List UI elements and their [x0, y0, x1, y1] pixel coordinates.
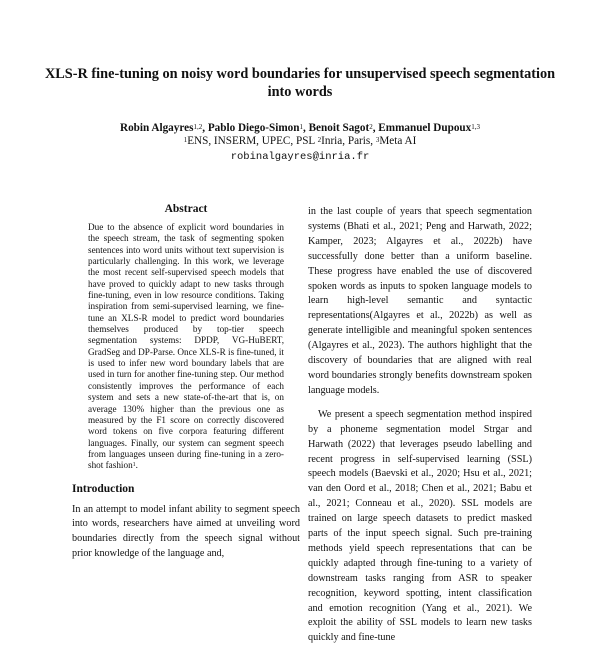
abstract-body: Due to the absence of explicit word boundaries in the speech stream, the task of segmenting spoken sentences into word units without text supervision is particularly challenging. In this work, we leverage the most recent self-supervised speech models that have proved to quickly adapt to new tasks through fine-tuning, even in low resource conditions. Taking inspiration from semi-supervised learning, we fine-tune an XLS-R model to predict word boundaries themselves produced by top-tier speech segmentation systems: DPDP, VG-HuBERT, GradSeg and DP-Parse. Once XLS-R is fine-tuned, it is used to infer new word boundary labels that are used in turn for another fine-tuning step. Our method consistently improves the performance of each system and sets a new state-of-the-art that is, on average 130% higher than the previous one as measured by the F1 score on correctly discovered word tokens on five corpora featuring different languages. Finally, our system can segment speech from languages unseen during fine-tuning in a zero-shot fashion$^1$.: [88, 222, 284, 471]
author-affiliation-mark: 2: [369, 123, 373, 131]
author-name: Benoit Sagot: [308, 122, 370, 134]
introduction-heading: Introduction: [72, 482, 135, 495]
author-list: [40, 122, 560, 135]
author-affiliation-mark: 1: [299, 123, 303, 131]
author-name: Robin Algayres: [120, 122, 194, 134]
abstract-text: Due to the absence of explicit word boundaries in the speech stream, the task of segmenting spoken sentences into word units without text supervision is particularly challenging. In this work, we leverage the most recent self-supervised speech models that have proved to quickly adapt to new tasks through fine-tuning, even in low resource conditions. Taking inspiration from semi-supervised learning, we fine-tune an XLS-R model to predict word boundaries themselves produced by top-tier speech segmentation systems: DPDP, VG-HuBERT, GradSeg and DP-Parse. Once XLS-R is fine-tuned, it is used to infer new word boundary labels that are used in turn for another fine-tuning step. Our method consistently improves the performance of each system and sets a new state-of-the-art that is, on average 130% higher than the previous one as measured by the F1 score on correctly discovered word tokens on five corpora featuring different languages. Finally, our system can segment speech from languages unseen during fine-tuning in a zero-shot fashion: [88, 222, 284, 471]
author-affiliation-mark: 1,2: [193, 123, 203, 131]
body-paragraph: We present a speech segmentation method inspired by a phoneme segmentation model Strgar and Harwath (2022) that leverages pseudo labelling and recent progress in self-supervised learning (SSL) speech models (Baevski et al., 2020; Hsu et al., 2021; van den Oord et al., 2018; Chen et al., 2021; Babu et al., 2021; Conneau et al., 2020). SSL models are trained on large speech datasets to predict masked parts of the input speech signal. Such pre-training methods yield speech representations that can be quickly adapted through fine-tuning to a variety of downstream tasks ranging from ASR to speaker recognition, keyword spotting, intent classification and emotion recognition (Yang et al., 2021). We exploit the ability of SSL models to learn new tasks quickly and fine-tune: [308, 408, 532, 644]
author-name: Pablo Diego-Simon: [207, 122, 300, 134]
affiliation-text: Meta AI: [379, 135, 417, 147]
right-column: [308, 205, 532, 646]
author-separator: ,: [372, 122, 379, 134]
author-affiliation-mark: 1,3: [471, 123, 480, 131]
affiliation-number: 2: [317, 136, 322, 144]
affiliation-number: 3: [375, 136, 380, 144]
intro-paragraph: In an attempt to model infant ability to segment speech into words, researchers have aimed at unveiling word boundaries directly from the speech signal without prior knowledge of the language and,: [72, 503, 300, 560]
left-column: [72, 203, 300, 562]
footnote-mark[interactable]: 1: [132, 462, 136, 469]
author-email[interactable]: robinalgayres@inria.fr: [230, 151, 370, 163]
author-separator: ,: [303, 122, 309, 134]
affiliation-list: [40, 135, 560, 148]
affiliation-text: ENS, INSERM, UPEC, PSL: [187, 135, 318, 147]
abstract-heading: Abstract: [164, 203, 208, 215]
affiliation-number: 1: [183, 136, 188, 144]
body-paragraph: in the last couple of years that speech segmentation systems (Bhati et al., 2021; Peng and Harwath, 2022; Kamper, 2023; Algayres et al., 2022b) have successfully done better than a uniform baseline. These progress have enabled the use of discovered spoken words as inputs to spoken language models to learn high-level semantic and syntactic representations(Algayres et al., 2022b) as well as generate intelligible and meaningful spoken sentences (Algayres et al., 2023). The authors highlight that the discovery of boundaries that are aligned with real word boundaries strongly benefits downstream spoken language models.: [308, 206, 532, 396]
author-block: [40, 122, 560, 164]
author-separator: ,: [202, 122, 208, 134]
paper-title: XLS-R fine-tuning on noisy word boundaries for unsupervised speech segmentation into words: [44, 66, 556, 100]
affiliation-text: Inria, Paris,: [321, 135, 376, 147]
author-name: Emmanuel Dupoux: [378, 122, 472, 134]
